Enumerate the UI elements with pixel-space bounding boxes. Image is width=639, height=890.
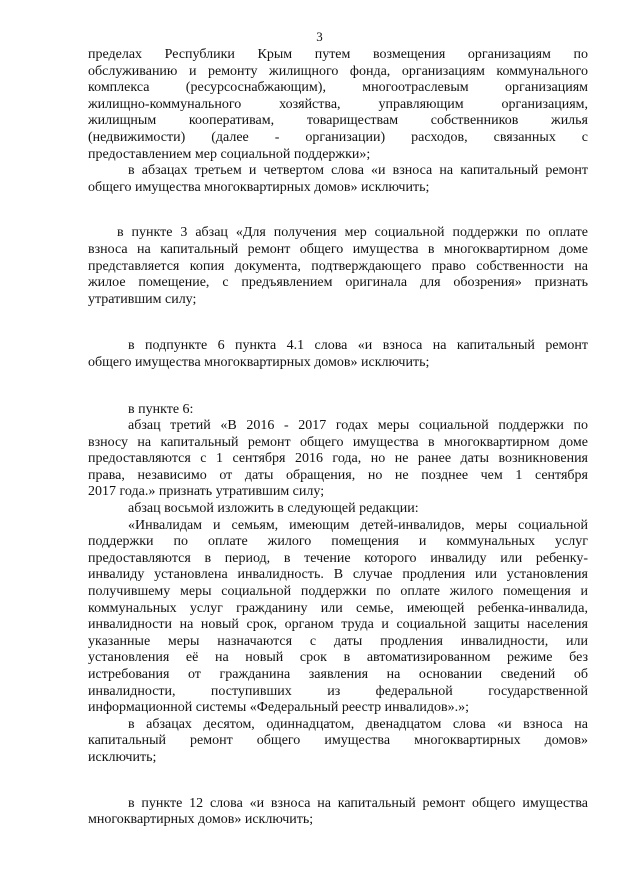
text-line: предоставляются с 1 сентября 2016 года, но не ранее даты возникновения <box>88 451 588 467</box>
paragraph-1 <box>88 47 588 163</box>
text-line: указанные меры назначаются с даты продления инвалидности, или <box>88 633 588 649</box>
paragraph-8 <box>88 518 588 717</box>
text-line: поддержки по оплате жилого помещения и коммунальных услуг <box>88 534 588 550</box>
text-line: предоставляются в период, в течение которого инвалиду или ребенку- <box>88 550 588 566</box>
text-line: в пункте 3 абзац «Для получения мер социальной поддержки по оплате <box>117 225 588 241</box>
paragraph-2 <box>88 163 588 196</box>
text-line: инвалидности на новый срок, органом труда и социальной защиты населения <box>88 617 588 633</box>
text-line: коммунальных услуг гражданину или семье, имеющей ребенка-инвалида, <box>88 600 588 616</box>
text-line: жилищно-коммунального хозяйства, управляющим организациям, <box>88 96 588 112</box>
paragraph-5 <box>88 402 588 419</box>
paragraph-9 <box>88 717 588 767</box>
text-line: в пункте 6: <box>128 401 194 417</box>
text-line: обслуживанию и ремонту жилищного фонда, организациям коммунального <box>88 63 588 79</box>
text-line: исключить; <box>88 749 157 765</box>
text-line: в пункте 12 слова «и взноса на капитальный ремонт общего имущества <box>128 795 588 811</box>
text-line: утратившим силу; <box>88 291 197 307</box>
text-line: взносу на капитальный ремонт общего имущества в многоквартирном доме <box>88 434 588 450</box>
text-line: права, независимо от даты обращения, но не позднее чем 1 сентября <box>88 467 588 483</box>
text-line: комплекса (ресурсоснабжающим), многоотраслевым организациям <box>88 80 588 96</box>
text-line: инвалидности, поступивших из федеральной государственной <box>88 683 588 699</box>
text-line: пределах Республики Крым путем возмещения организациям по <box>88 47 588 62</box>
text-line: абзац восьмой изложить в следующей редакции: <box>128 501 419 517</box>
paragraph-4 <box>88 338 588 371</box>
page-number: 3 <box>316 29 323 44</box>
paragraph-6 <box>88 418 588 501</box>
text-line: истребования от гражданина заявления на основании сведений об <box>88 667 588 682</box>
text-line: взноса на капитальный ремонт общего имущества в многоквартирном доме <box>88 241 588 257</box>
text-line: получившему меры социальной поддержки по оплате жилого помещения и <box>88 584 588 600</box>
text-line: общего имущества многоквартирных домов» исключить; <box>88 179 430 195</box>
text-line: в абзацах третьем и четвертом слова «и взноса на капитальный ремонт <box>128 163 588 179</box>
text-line: абзац третий «В 2016 - 2017 годах меры социальной поддержки по <box>128 418 588 434</box>
text-line: установления её на новый срок в автоматизированном режиме без <box>88 650 588 666</box>
text-line: многоквартирных домов» исключить; <box>88 812 314 828</box>
paragraph-3 <box>88 225 588 308</box>
text-line: информационной системы «Федеральный реестр инвалидов».»; <box>88 700 469 716</box>
text-line: «Инвалидам и семьям, имеющим детей-инвалидов, меры социальной <box>128 517 588 533</box>
text-line: предоставлением мер социальной поддержки»; <box>88 146 371 162</box>
paragraph-7 <box>88 501 588 518</box>
text-line: в абзацах десятом, одиннадцатом, двенадцатом слова «и взноса на <box>128 716 588 732</box>
text-line: 2017 года.» признать утратившим силу; <box>88 484 325 500</box>
text-line: капитальный ремонт общего имущества многоквартирных домов» <box>88 733 588 749</box>
paragraph-10 <box>88 796 588 829</box>
text-line: жилищным кооперативам, товариществам собственников жилья <box>88 113 588 129</box>
text-line: представляется копия документа, подтверждающего право собственности на <box>88 258 588 274</box>
text-line: общего имущества многоквартирных домов» исключить; <box>88 354 430 370</box>
text-line: в подпункте 6 пункта 4.1 слова «и взноса на капитальный ремонт <box>128 338 588 354</box>
text-line: жилое помещение, с предъявлением оригинала для обозрения» признать <box>88 275 588 291</box>
document-body <box>88 47 588 829</box>
text-line: (недвижимости) (далее - организации) расходов, связанных с <box>88 129 588 145</box>
text-line: инвалиду установлена инвалидность. В случае продления или установления <box>88 567 588 583</box>
